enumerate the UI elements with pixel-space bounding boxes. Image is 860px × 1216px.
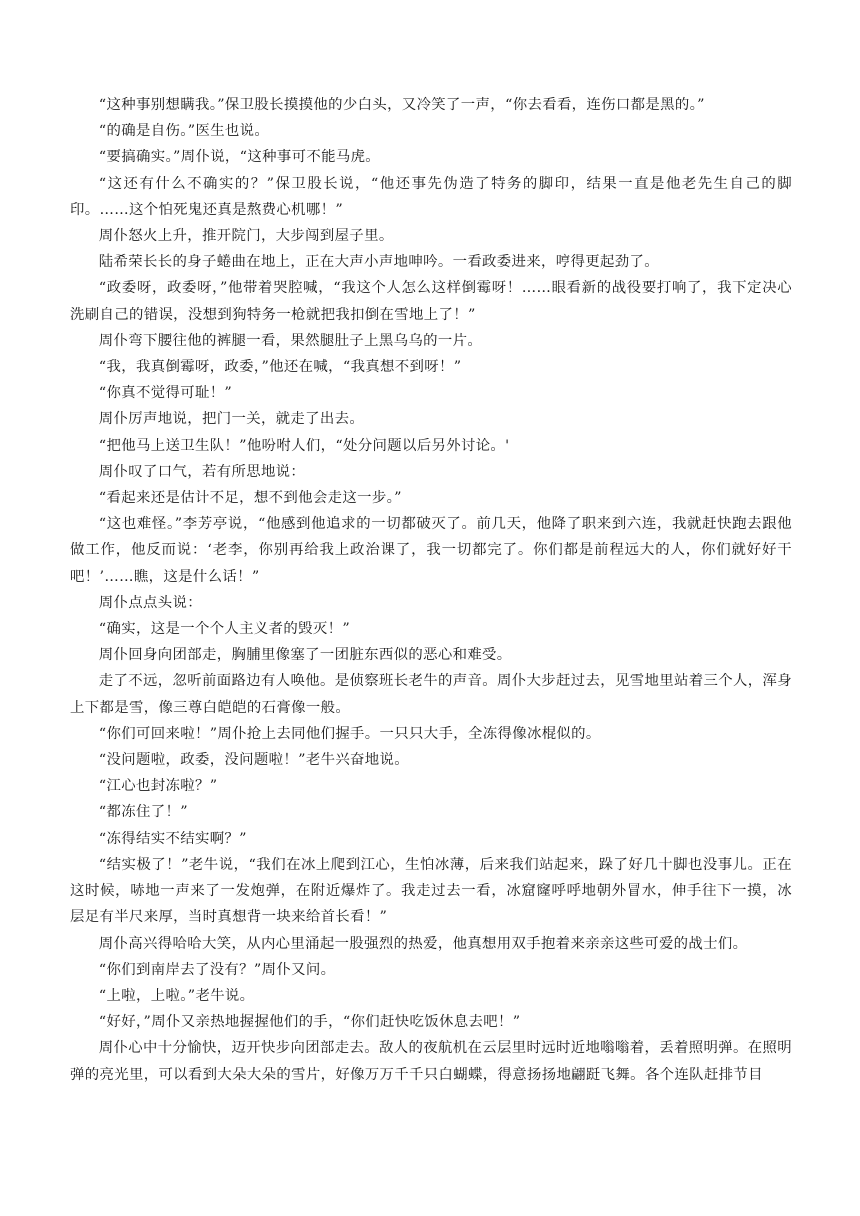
paragraph: “政委呀，政委呀，”他带着哭腔喊，“我这个人怎么这样倒霉呀！……眼看新的战役要打响了，我下定决心洗刷自己的错误，没想到狗特务一枪就把我扣倒在雪地上了！” — [70, 280, 792, 323]
paragraph: “你们到南岸去了没有？”周仆又问。 — [98, 961, 336, 978]
paragraph: “要搞确实。”周仆说，“这种事可不能马虎。 — [98, 149, 381, 166]
paragraph: “没问题啦，政委，没问题啦！”老牛兴奋地说。 — [98, 752, 410, 769]
paragraph: “我，我真倒霉呀，政委，”他还在喊，“我真想不到呀！” — [98, 359, 462, 376]
paragraph: “确实，这是一个个人主义者的毁灭！” — [98, 621, 351, 638]
paragraph: “上啦，上啦。”老牛说。 — [98, 987, 255, 1004]
paragraph: “这还有什么不确实的？”保卫股长说，“他还事先伪造了特务的脚印，结果一直是他老先生自己的脚印。……这个怕死鬼还真是熬费心机哪！” — [70, 175, 792, 218]
paragraph: “都冻住了！” — [98, 804, 188, 821]
paragraph: “把他马上送卫生队！”他吩咐人们，“处分问题以后另外讨论。' — [98, 437, 510, 454]
paragraph: 走了不远，忽听前面路边有人唤他。是侦察班长老牛的声音。周仆大步赶过去，见雪地里站着三个人，浑身上下都是雪，像三尊白皑皑的石膏像一般。 — [70, 673, 792, 716]
paragraph: “这种事别想瞒我。”保卫股长摸摸他的少白头，又冷笑了一声，“你去看看，连伤口都是黑的。” — [98, 97, 705, 113]
paragraph: “你们可回来啦！”周仆抢上去同他们握手。一只只大手，全冻得像冰棍似的。 — [98, 725, 601, 742]
paragraph: “结实极了！”老牛说，“我们在冰上爬到江心，生怕冰薄，后来我们站起来，跺了好几十脚也没事儿。正在这时候，哧地一声来了一发炮弹，在附近爆炸了。我走过去一看，冰窟窿呼呼地朝外冒水，伸手往下一摸，冰层足有半尺来厚，当时真想背一块来给首长看！” — [70, 856, 792, 926]
paragraph: 周仆心中十分愉快，迈开快步向团部走去。敌人的夜航机在云层里时远时近地嗡嗡着，丢着照明弹。在照明弹的亮光里，可以看到大朵大朵的雪片，好像万万千千只白蝴蝶，得意扬扬地翩跹飞舞。各个连队赶排节目 — [70, 1040, 792, 1083]
paragraph: “这也难怪。”李芳亭说，“他感到他追求的一切都破灭了。前几天，他降了职来到六连，我就赶快跑去跟他做工作，他反而说：‘老李，你别再给我上政治课了，我一切都完了。你们都是前程远大的人，你们就好好干吧！’……瞧，这是什么话！” — [70, 516, 792, 585]
paragraph: 周仆弯下腰往他的裤腿一看，果然腿肚子上黑乌乌的一片。 — [98, 332, 483, 349]
paragraph: “好好，”周仆又亲热地握握他们的手，“你们赶快吃饭休息去吧！” — [98, 1014, 521, 1031]
paragraph: “冻得结实不结实啊？” — [98, 830, 247, 847]
paragraph: “看起来还是估计不足，想不到他会走这一步。” — [98, 490, 402, 507]
paragraph: 周仆高兴得哈哈大笑，从内心里涌起一股强烈的热爱，他真想用双手抱着来亲亲这些可爱的战士们。 — [98, 935, 748, 952]
paragraph: 周仆叹了口气，若有所思地说： — [98, 463, 306, 480]
paragraph: “江心也封冻啦？” — [98, 778, 218, 795]
paragraph: 周仆回身向团部走，胸脯里像塞了一团脏东西似的恶心和难受。 — [98, 647, 512, 664]
paragraph: “你真不觉得可耻！” — [98, 385, 233, 402]
paragraph: 周仆怒火上升，推开院门，大步闯到屋子里。 — [98, 228, 394, 245]
paragraph: 周仆厉声地说，把门一关，就走了出去。 — [98, 411, 365, 428]
document-page — [70, 92, 792, 1088]
paragraph: 陆希荣长长的身子蜷曲在地上，正在大声小声地呻吟。一看政委进来，哼得更起劲了。 — [98, 254, 659, 271]
paragraph: “的确是自伤。”医生也说。 — [98, 123, 270, 140]
paragraph: 周仆点点头说： — [98, 594, 202, 611]
